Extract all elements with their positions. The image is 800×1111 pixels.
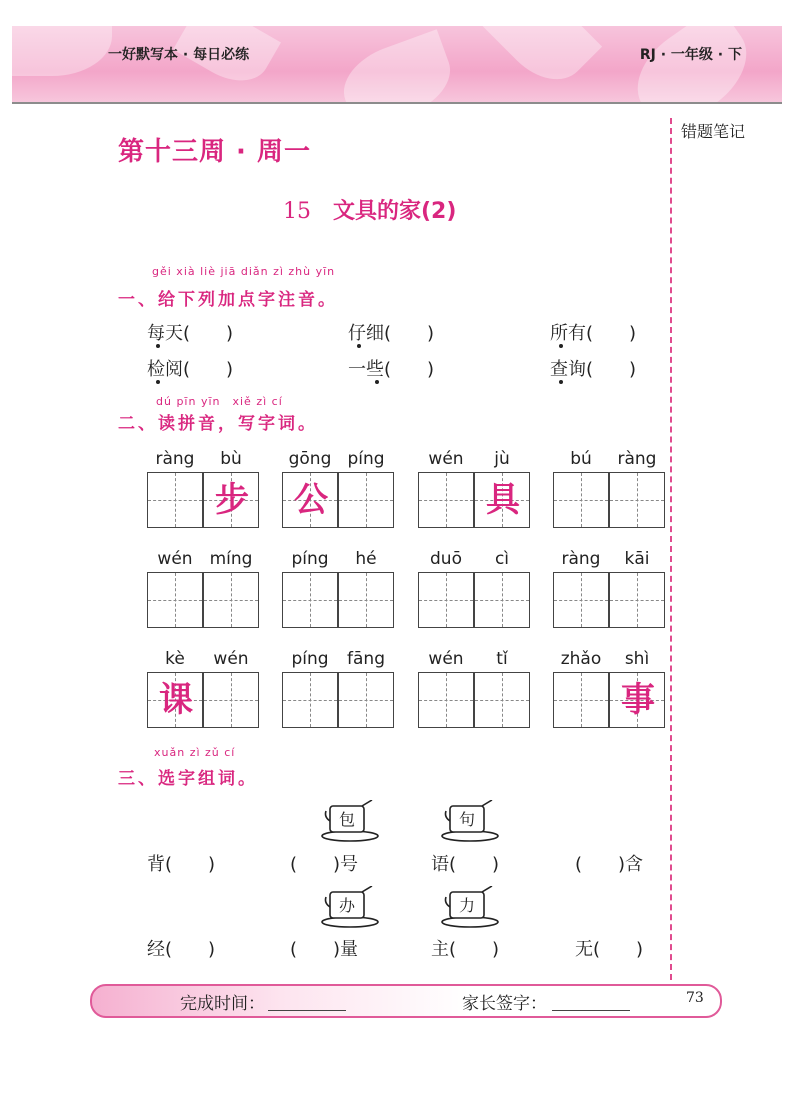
completion-time-label: 完成时间： — [180, 994, 265, 1014]
guide-line — [554, 500, 608, 501]
pinyin-label: jù — [494, 449, 510, 469]
writing-cell[interactable] — [553, 572, 609, 628]
writing-cell[interactable] — [282, 572, 338, 628]
writing-cell[interactable] — [203, 672, 259, 728]
writing-cell[interactable] — [338, 572, 394, 628]
guide-line — [339, 700, 393, 701]
writing-cell[interactable] — [474, 472, 530, 528]
section3-item: ( )含 — [575, 854, 644, 875]
pinyin-label: kāi — [624, 549, 650, 569]
pinyin-label: tǐ — [496, 649, 508, 669]
guide-line — [610, 600, 664, 601]
given-character: 公 — [294, 480, 328, 520]
guide-line — [283, 600, 337, 601]
writing-cell[interactable] — [338, 472, 394, 528]
guide-line — [610, 500, 664, 501]
pinyin-label: ràng — [617, 449, 657, 469]
pinyin-label: wén — [213, 649, 249, 669]
pinyin-label: zhǎo — [560, 649, 602, 669]
lesson-name: 文具的家(2) — [333, 199, 457, 224]
section3-title: 三、选字组词。 — [118, 769, 258, 789]
pinyin-label: kè — [165, 649, 185, 669]
section3-item: 语( ) — [431, 854, 500, 875]
section1-item: 检阅( ) — [147, 359, 234, 380]
teacup-icon — [438, 886, 502, 930]
svg-text:句: 句 — [458, 810, 476, 829]
pinyin-label: shì — [624, 649, 650, 669]
guide-line — [554, 600, 608, 601]
section2-title: 二、读拼音，写字词。 — [118, 414, 318, 434]
guide-line — [148, 500, 202, 501]
pinyin-label: cì — [494, 549, 510, 569]
pinyin-label: wén — [157, 549, 193, 569]
guide-line — [204, 700, 258, 701]
sidebar-divider — [670, 118, 672, 980]
writing-cell[interactable] — [418, 572, 474, 628]
section3-item: 背( ) — [147, 854, 216, 875]
header-book-title: 一好默写本 · 每日必练 — [108, 47, 250, 63]
petal-decoration — [482, 26, 602, 96]
guide-line — [419, 500, 473, 501]
pinyin-label: wén — [428, 649, 464, 669]
svg-text:力: 力 — [458, 896, 476, 915]
pinyin-label: hé — [355, 549, 377, 569]
given-character: 课 — [159, 680, 193, 720]
guide-line — [339, 600, 393, 601]
guide-line — [554, 700, 608, 701]
section3-item: 经( ) — [147, 939, 216, 960]
section1-title: 一、给下列加点字注音。 — [118, 290, 338, 310]
section2-pinyin: dú pīn yīn xiě zì cí — [156, 395, 283, 408]
pinyin-label: duō — [430, 549, 462, 569]
emphasis-dot — [156, 344, 160, 348]
writing-cell[interactable] — [609, 572, 665, 628]
pinyin-label: bú — [570, 449, 592, 469]
teacup-icon — [318, 886, 382, 930]
parent-signature-label: 家长签字： — [462, 994, 547, 1014]
section1-item: 每天( ) — [147, 323, 234, 344]
pinyin-label: fāng — [347, 649, 385, 669]
page-number: 73 — [686, 990, 704, 1006]
writing-cell[interactable] — [474, 672, 530, 728]
teacup-icon — [318, 800, 382, 844]
pinyin-label: píng — [291, 549, 329, 569]
teacup-icon — [438, 800, 502, 844]
writing-cell[interactable] — [147, 672, 203, 728]
petal-decoration — [333, 29, 460, 104]
writing-cell[interactable] — [553, 472, 609, 528]
writing-cell[interactable] — [282, 672, 338, 728]
writing-cell[interactable] — [474, 572, 530, 628]
emphasis-dot — [375, 380, 379, 384]
writing-cell[interactable] — [553, 672, 609, 728]
petal-decoration — [620, 26, 764, 104]
svg-text:包: 包 — [338, 810, 356, 829]
pinyin-label: píng — [291, 649, 329, 669]
error-notes-title: 错题笔记 — [681, 122, 746, 141]
writing-cell[interactable] — [282, 472, 338, 528]
pinyin-label: bù — [220, 449, 242, 469]
page-header-band — [12, 26, 782, 104]
writing-cell[interactable] — [609, 472, 665, 528]
writing-cell[interactable] — [338, 672, 394, 728]
emphasis-dot — [559, 344, 563, 348]
writing-cell[interactable] — [418, 672, 474, 728]
section1-item: 查询( ) — [550, 359, 637, 380]
completion-time-field[interactable] — [268, 1010, 346, 1011]
header-grade-label: RJ · 一年级 · 下 — [639, 47, 742, 63]
emphasis-dot — [559, 380, 563, 384]
guide-line — [419, 600, 473, 601]
writing-cell[interactable] — [418, 472, 474, 528]
guide-line — [283, 700, 337, 701]
given-character: 具 — [486, 480, 520, 520]
section1-pinyin: gěi xià liè jiā diǎn zì zhù yīn — [152, 265, 336, 278]
writing-cell[interactable] — [147, 572, 203, 628]
writing-cell[interactable] — [203, 472, 259, 528]
svg-text:办: 办 — [338, 896, 356, 915]
pinyin-label: ràng — [561, 549, 601, 569]
emphasis-dot — [156, 380, 160, 384]
pinyin-label: míng — [209, 549, 253, 569]
lesson-title — [283, 194, 456, 225]
section1-item: 一些( ) — [348, 359, 435, 380]
lesson-number: 15 — [283, 199, 311, 224]
section3-item: 无( ) — [575, 939, 644, 960]
guide-line — [475, 700, 529, 701]
writing-cell[interactable] — [147, 472, 203, 528]
guide-line — [339, 500, 393, 501]
pinyin-label: gōng — [288, 449, 332, 469]
parent-signature-field[interactable] — [552, 1010, 630, 1011]
writing-cell[interactable] — [203, 572, 259, 628]
guide-line — [204, 600, 258, 601]
emphasis-dot — [357, 344, 361, 348]
pinyin-label: píng — [347, 449, 385, 469]
section3-item: ( )量 — [290, 939, 359, 960]
given-character: 步 — [215, 480, 249, 520]
section1-item: 所有( ) — [550, 323, 637, 344]
given-character: 事 — [621, 680, 655, 720]
pinyin-label: wén — [428, 449, 464, 469]
guide-line — [419, 700, 473, 701]
guide-line — [475, 600, 529, 601]
pinyin-label: ràng — [155, 449, 195, 469]
section3-pinyin: xuǎn zì zǔ cí — [154, 746, 236, 759]
petal-decoration — [12, 26, 112, 76]
guide-line — [148, 600, 202, 601]
week-title: 第十三周 · 周一 — [118, 137, 311, 167]
section3-item: 主( ) — [431, 939, 500, 960]
section1-item: 仔细( ) — [348, 323, 435, 344]
section3-item: ( )号 — [290, 854, 359, 875]
writing-cell[interactable] — [609, 672, 665, 728]
